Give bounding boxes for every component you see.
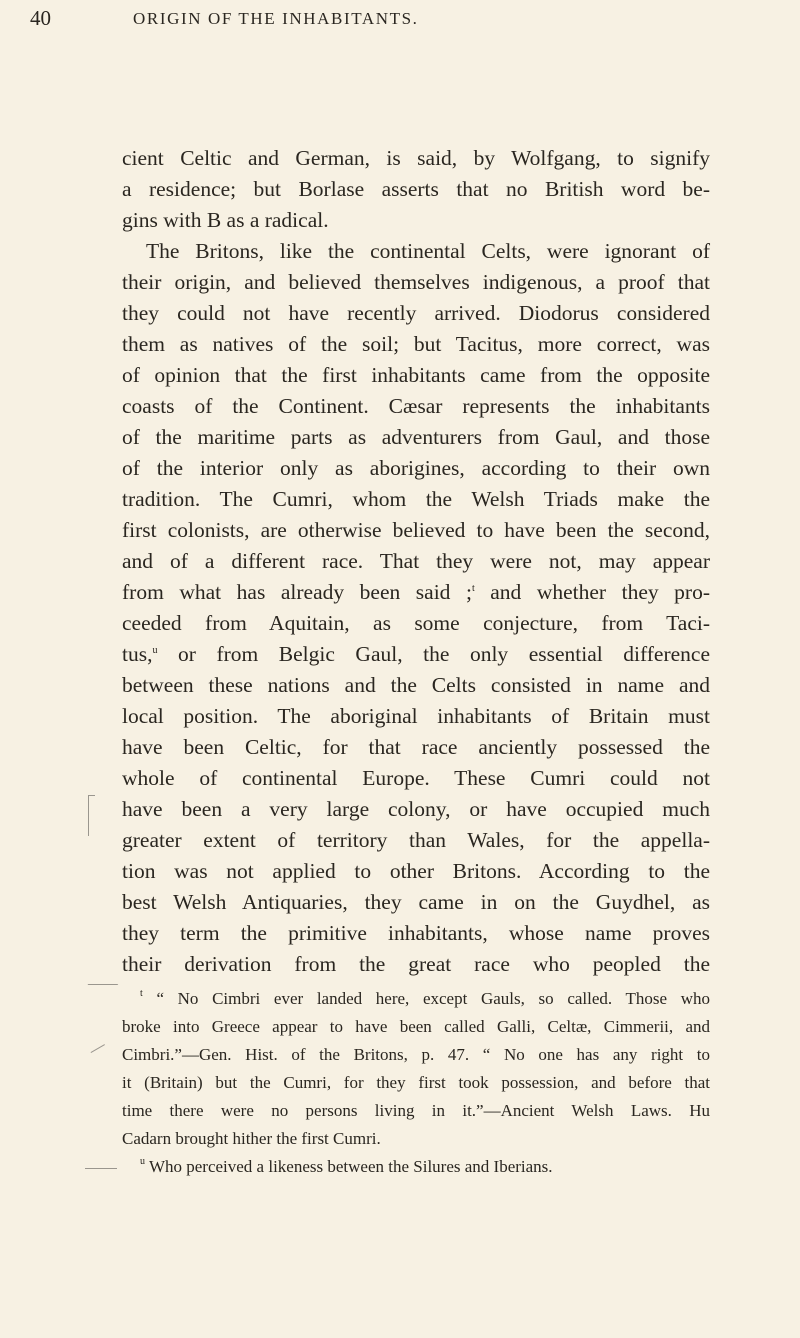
line-text: greater extent of territory than Wales, for the appella- xyxy=(122,828,710,852)
text-line xyxy=(122,701,710,732)
line-text: and whether they pro- xyxy=(474,580,710,604)
line-text: time there were no persons living in it.”—Ancient Welsh Laws. Hu xyxy=(122,1101,710,1120)
footnote-line xyxy=(122,1097,710,1125)
line-text: their derivation from the great race who peopled the xyxy=(122,952,710,976)
line-text: tion was not applied to other Britons. According to the xyxy=(122,859,710,883)
text-line xyxy=(122,546,710,577)
text-line xyxy=(122,825,710,856)
footnote-line xyxy=(122,1125,710,1153)
text-line xyxy=(122,856,710,887)
body-text xyxy=(122,143,710,980)
footnotes xyxy=(122,985,710,1181)
line-text: Cadarn brought hither the first Cumri. xyxy=(122,1129,381,1148)
footnote-reference: t xyxy=(471,583,475,594)
text-line xyxy=(122,205,710,236)
footnote-marker: u xyxy=(140,1156,145,1167)
line-text: and of a different race. That they were not, may appear xyxy=(122,549,710,573)
line-text: broke into Greece appear to have been called Galli, Celtæ, Cimmerii, and xyxy=(122,1017,710,1036)
line-text: it (Britain) but the Cumri, for they first took possession, and before that xyxy=(122,1073,710,1092)
footnote-line xyxy=(122,1013,710,1041)
line-text: between these nations and the Celts consisted in name and xyxy=(122,673,710,697)
line-text: Cimbri.”—Gen. Hist. of the Britons, p. 47. “ No one has any right to xyxy=(122,1045,710,1064)
line-text: Who perceived a likeness between the Silures and Iberians. xyxy=(145,1157,553,1176)
text-line xyxy=(122,794,710,825)
line-text: have been Celtic, for that race anciently possessed the xyxy=(122,735,710,759)
text-line xyxy=(122,174,710,205)
text-line xyxy=(122,949,710,980)
running-title: ORIGIN OF THE INHABITANTS. xyxy=(133,9,419,28)
text-line xyxy=(122,298,710,329)
line-text: of the interior only as aborigines, according to their own xyxy=(122,456,710,480)
text-line xyxy=(122,453,710,484)
line-text: gins with B as a radical. xyxy=(122,208,329,232)
text-line xyxy=(122,422,710,453)
line-text: whole of continental Europe. These Cumri could not xyxy=(122,766,710,790)
text-line xyxy=(122,515,710,546)
line-text: best Welsh Antiquaries, they came in on the Guydhel, as xyxy=(122,890,710,914)
text-line xyxy=(122,484,710,515)
line-text: them as natives of the soil; but Tacitus, more correct, was xyxy=(122,332,710,356)
running-header xyxy=(0,6,800,36)
text-line xyxy=(122,732,710,763)
text-line xyxy=(122,329,710,360)
text-line xyxy=(122,608,710,639)
line-text: cient Celtic and German, is said, by Wolfgang, to signify xyxy=(122,146,710,170)
line-text: of the maritime parts as adventurers from Gaul, and those xyxy=(122,425,710,449)
margin-pencil-mark xyxy=(91,1044,106,1054)
margin-pencil-mark xyxy=(85,1162,117,1169)
footnote-line xyxy=(122,1069,710,1097)
line-text: first colonists, are otherwise believed to have been the second, xyxy=(122,518,710,542)
line-text: coasts of the Continent. Cæsar represents the inhabitants xyxy=(122,394,710,418)
footnote-marker: t xyxy=(140,988,143,999)
line-text: tradition. The Cumri, whom the Welsh Triads make the xyxy=(122,487,710,511)
text-line xyxy=(122,670,710,701)
footnote-line xyxy=(122,1041,710,1069)
text-line xyxy=(122,918,710,949)
margin-pencil-mark xyxy=(88,795,95,836)
text-line xyxy=(122,639,710,670)
line-text: they term the primitive inhabitants, whose name proves xyxy=(122,921,710,945)
margin-pencil-mark xyxy=(76,970,119,985)
line-text: The Britons, like the continental Celts, were ignorant of xyxy=(146,239,710,263)
footnote-reference: u xyxy=(152,645,158,656)
line-text: local position. The aboriginal inhabitants of Britain must xyxy=(122,704,710,728)
text-line xyxy=(122,360,710,391)
footnote-line xyxy=(122,1153,710,1181)
text-line xyxy=(122,267,710,298)
line-text: “ No Cimbri ever landed here, except Gauls, so called. Those who xyxy=(142,989,710,1008)
text-line xyxy=(122,763,710,794)
line-text: they could not have recently arrived. Diodorus considered xyxy=(122,301,710,325)
line-text: have been a very large colony, or have occupied much xyxy=(122,797,710,821)
text-line xyxy=(122,143,710,174)
line-text: or from Belgic Gaul, the only essential difference xyxy=(157,642,710,666)
text-line xyxy=(122,391,710,422)
line-text: from what has already been said ; xyxy=(122,580,472,604)
line-text: ceeded from Aquitain, as some conjecture, from Taci- xyxy=(122,611,710,635)
line-text: their origin, and believed themselves indigenous, a proof that xyxy=(122,270,710,294)
text-line xyxy=(122,577,710,608)
line-text: of opinion that the first inhabitants came from the opposite xyxy=(122,363,710,387)
footnote-line xyxy=(122,985,710,1013)
text-line xyxy=(122,887,710,918)
line-text: a residence; but Borlase asserts that no British word be- xyxy=(122,177,710,201)
line-text: tus, xyxy=(122,642,153,666)
page-number: 40 xyxy=(30,6,51,30)
text-line xyxy=(122,236,710,267)
